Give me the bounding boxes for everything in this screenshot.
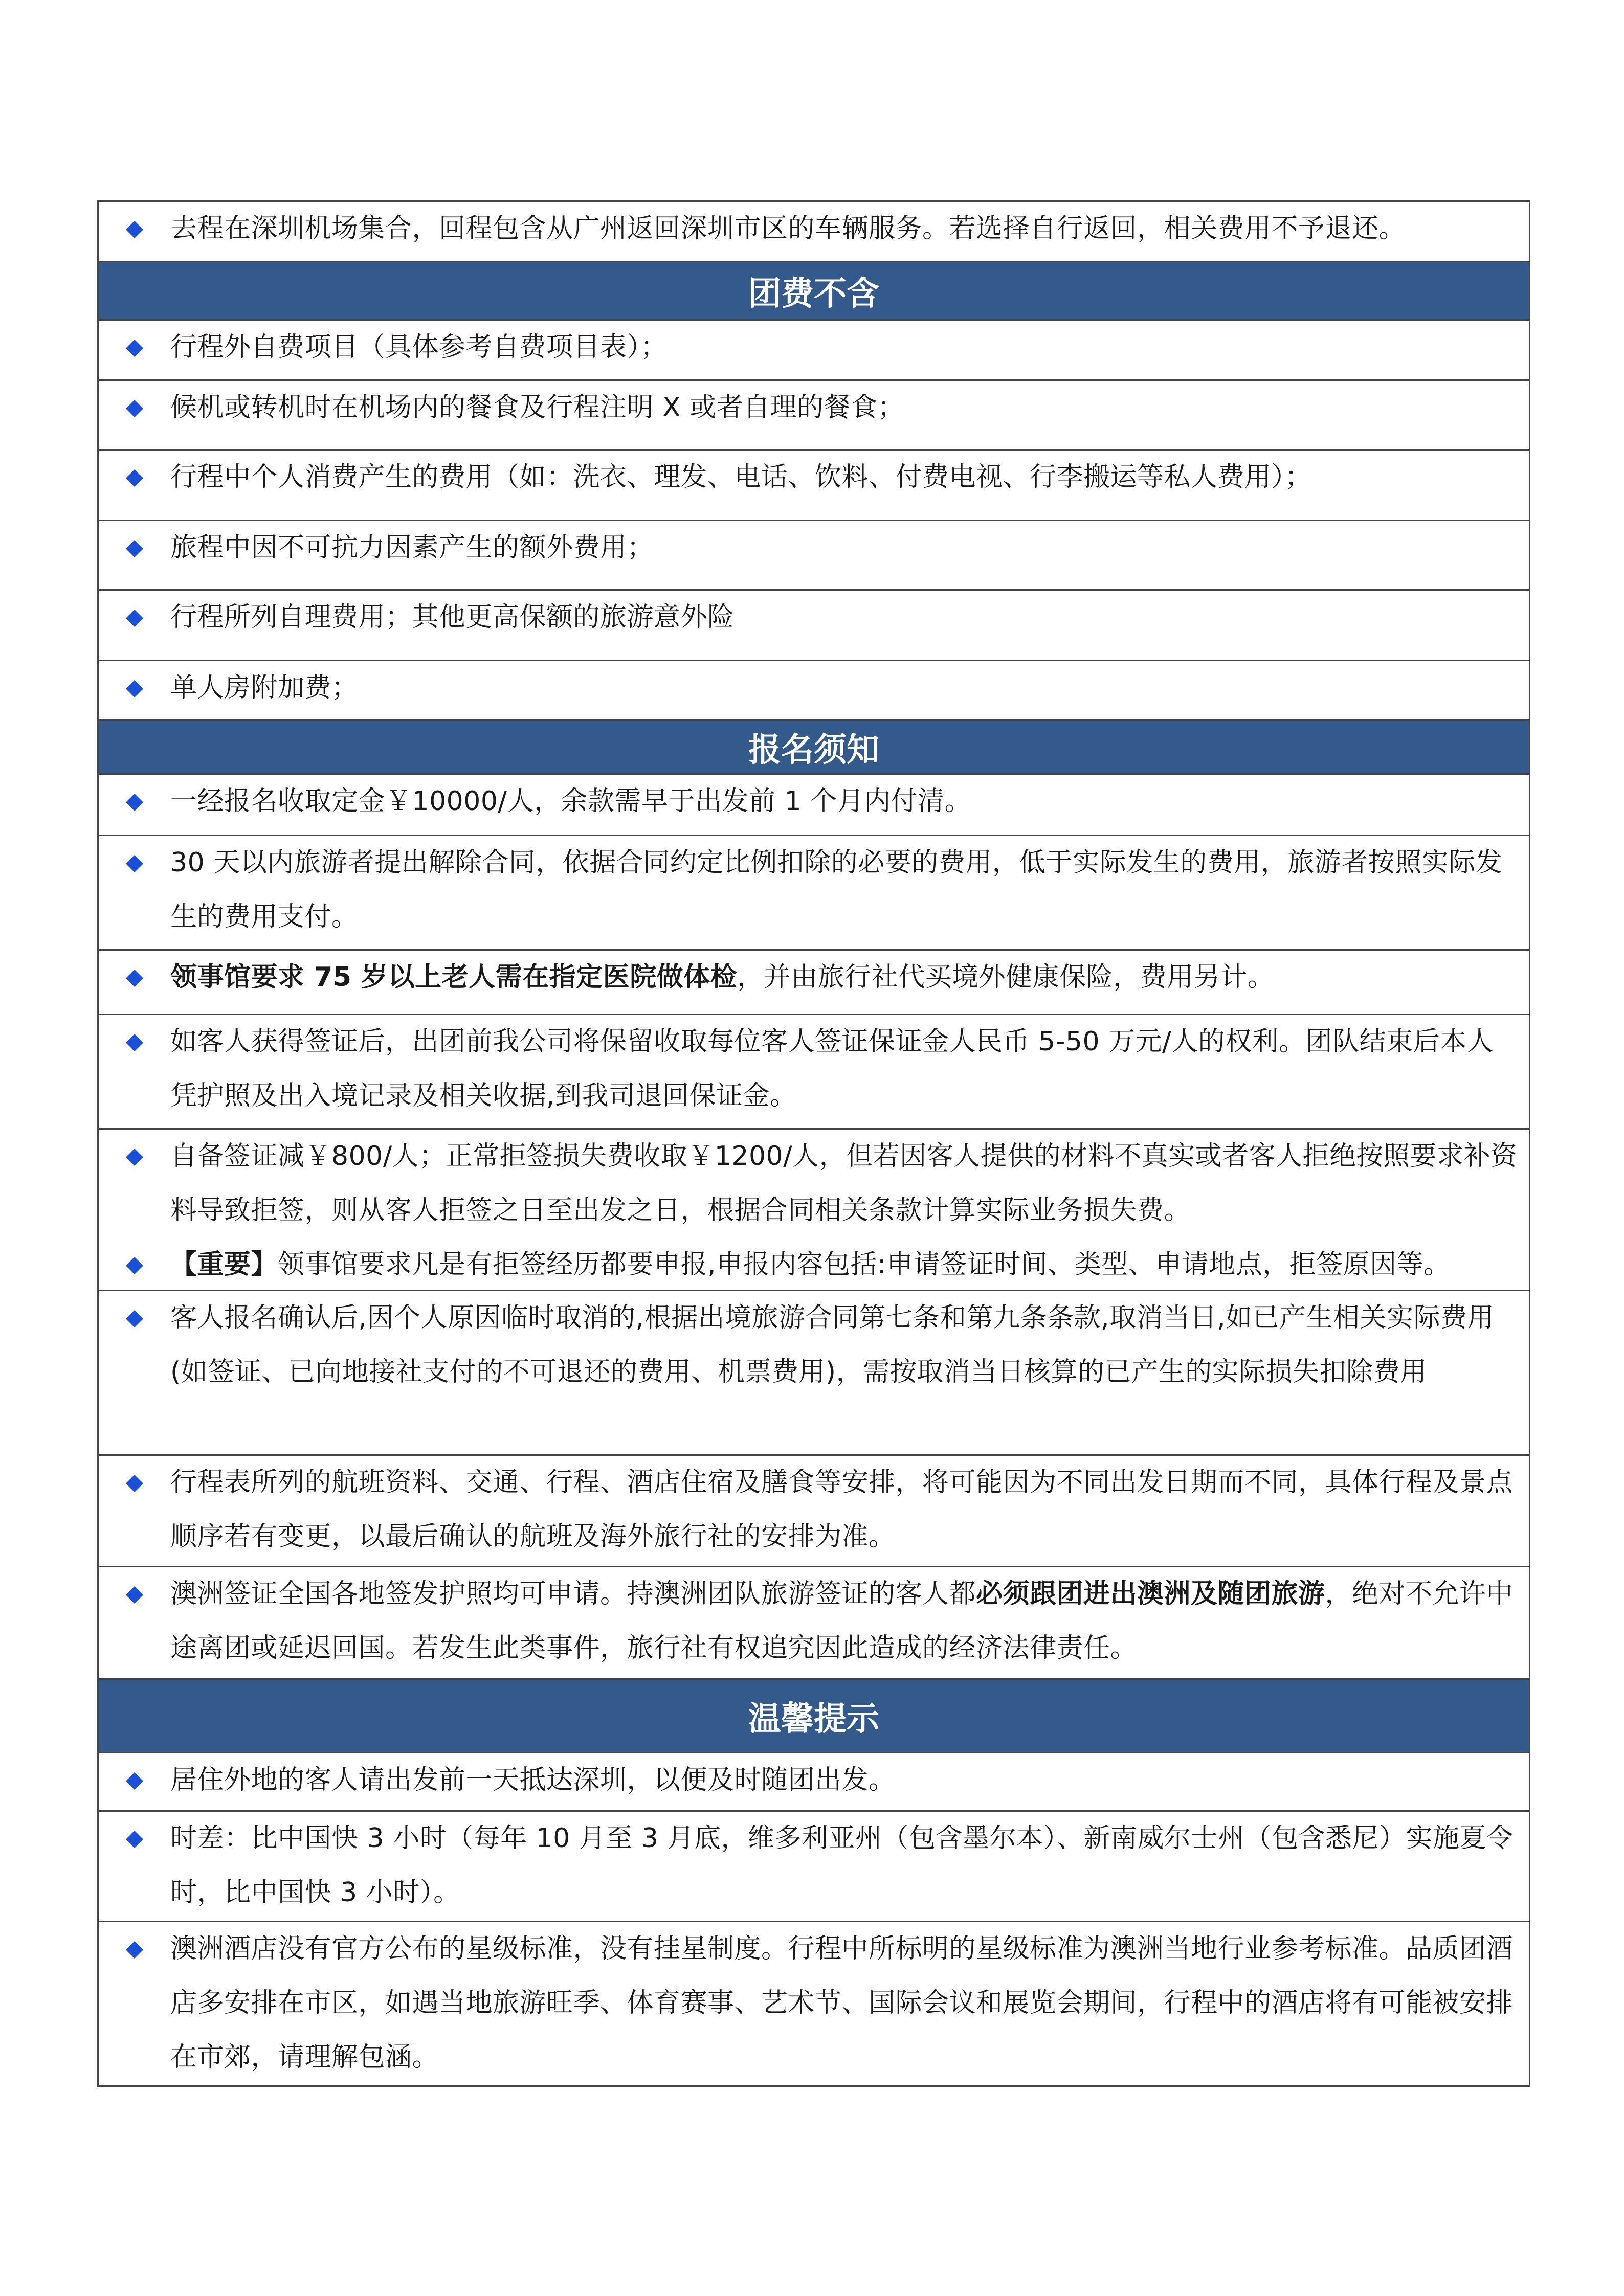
list-item-text: 居住外地的客人请出发前一天抵达深圳，以便及时随团出发。 xyxy=(170,1765,896,1795)
diamond-bullet-icon xyxy=(99,333,170,357)
list-item-text: 旅程中因不可抗力因素产生的额外费用； xyxy=(170,532,654,563)
list-item-text: 一经报名收取定金￥10000/人，余款需早于出发前 1 个月内付清。 xyxy=(170,786,972,817)
diamond-bullet-icon xyxy=(99,215,170,238)
table-row xyxy=(99,1456,1529,1567)
list-item-text: 行程所列自理费用；其他更高保额的旅游意外险 xyxy=(170,602,735,633)
table-row xyxy=(99,1812,1529,1922)
diamond-bullet-icon xyxy=(99,463,170,487)
list-item-text: 自备签证减￥800/人；正常拒签损失费收取￥1200/人，但若因客人提供的材料不真实或者客人拒绝按照要求补资料导致拒签，则从客人拒签之日至出发之日，根据合同相关条款计算实际业务损失费。 xyxy=(170,1141,1518,1226)
section-header-registration: 报名须知 xyxy=(99,721,1529,775)
section-header-fee-excludes: 团费不含 xyxy=(99,262,1529,321)
table-row xyxy=(99,1015,1529,1130)
list-item-text: 单人房附加费； xyxy=(170,672,359,703)
list-item-text xyxy=(170,1567,1519,1675)
item-text-rest: ，并由旅行社代买境外健康保险，费用另计。 xyxy=(737,962,1275,993)
list-item-text: 候机或转机时在机场内的餐食及行程注明 X 或者自理的餐食； xyxy=(170,392,905,423)
table-row xyxy=(99,1567,1529,1680)
diamond-bullet-icon xyxy=(99,1935,170,1959)
table-row xyxy=(99,1130,1529,1291)
diamond-bullet-icon xyxy=(99,1028,170,1051)
diamond-bullet-icon xyxy=(99,1825,170,1848)
table-row xyxy=(99,381,1529,451)
bold-emphasis: 【重要】 xyxy=(170,1249,278,1280)
list-item-text: 澳洲酒店没有官方公布的星级标准，没有挂星制度。行程中所标明的星级标准为澳洲当地行业参考标准。品质团酒店多安排在市区，如遇当地旅游旺季、体育赛事、艺术节、国际会议和展览会期间，行程中的酒店将有可能被安排在市郊，请理解包涵。 xyxy=(170,1933,1514,2073)
table-row xyxy=(99,836,1529,951)
list-item-text: 行程外自费项目（具体参考自费项目表）； xyxy=(170,332,668,363)
list-item-text: 行程中个人消费产生的费用（如：洗衣、理发、电话、饮料、付费电视、行李搬运等私人费用）； xyxy=(170,462,1312,492)
diamond-bullet-icon xyxy=(99,1580,170,1604)
list-item xyxy=(99,1142,1519,1237)
table-row xyxy=(99,451,1529,521)
table-row xyxy=(99,1753,1529,1812)
list-item-text: 时差：比中国快 3 小时（每年 10 月至 3 月底，维多利亚州（包含墨尔本）、新南威尔士州（包含悉尼）实施夏令时，比中国快 3 小时）。 xyxy=(170,1823,1514,1908)
diamond-bullet-icon xyxy=(99,787,170,811)
bold-emphasis: 领事馆要求 75 岁以上老人需在指定医院做体检 xyxy=(170,962,738,993)
table-row xyxy=(99,591,1529,661)
list-item-text: 如客人获得签证后，出团前我公司将保留收取每位客人签证保证金人民币 5-50 万元/人的权利。团队结束后本人凭护照及出入境记录及相关收据,到我司退回保证金。 xyxy=(170,1026,1494,1111)
diamond-bullet-icon xyxy=(99,849,170,872)
diamond-bullet-icon xyxy=(99,1251,170,1274)
diamond-bullet-icon xyxy=(99,1142,170,1166)
list-item-text: 客人报名确认后,因个人原因临时取消的,根据出境旅游合同第七条和第九条条款,取消当日,如已产生相关实际费用(如签证、已向地接社支付的不可退还的费用、机票费用)，需按取消当日核算的已产生的实际损失扣除费用 xyxy=(170,1302,1495,1387)
diamond-bullet-icon xyxy=(99,1766,170,1790)
item-text-rest: 领事馆要求凡是有拒签经历都要申报,申报内容包括:申请签证时间、类型、申请地点，拒签原因等。 xyxy=(278,1249,1451,1280)
list-item-text: 去程在深圳机场集合，回程包含从广州返回深圳市区的车辆服务。若选择自行返回，相关费用不予退还。 xyxy=(170,213,1406,244)
bold-emphasis: 必须跟团进出澳洲及随团旅游 xyxy=(976,1579,1325,1609)
table-row xyxy=(99,202,1529,262)
diamond-bullet-icon xyxy=(99,534,170,557)
table-row xyxy=(99,1291,1529,1456)
diamond-bullet-icon xyxy=(99,1304,170,1327)
diamond-bullet-icon xyxy=(99,394,170,417)
list-item-text: 30 天以内旅游者提出解除合同，依据合同约定比例扣除的必要的费用，低于实际发生的费用，旅游者按照实际发生的费用支付。 xyxy=(170,847,1503,932)
item-text-rest: ，绝对不允许中途离团或延迟回国。若发生此类事件，旅行社有权追究因此造成的经济法律责任。 xyxy=(170,1579,1514,1663)
diamond-bullet-icon xyxy=(99,1469,170,1492)
table-row xyxy=(99,521,1529,591)
list-item xyxy=(99,1251,1451,1292)
diamond-bullet-icon xyxy=(99,674,170,697)
diamond-bullet-icon xyxy=(99,963,170,987)
list-item-text xyxy=(170,1237,1451,1292)
list-item-text: 行程表所列的航班资料、交通、行程、酒店住宿及膳食等安排，将可能因为不同出发日期而不同，具体行程及景点顺序若有变更，以最后确认的航班及海外旅行社的安排为准。 xyxy=(170,1467,1514,1552)
diamond-bullet-icon xyxy=(99,603,170,627)
notice-table xyxy=(97,200,1530,2087)
list-item-text xyxy=(170,950,1519,1004)
item-text-pre: 澳洲签证全国各地签发护照均可申请。持澳洲团队旅游签证的客人都 xyxy=(170,1579,976,1609)
table-row xyxy=(99,775,1529,836)
table-row xyxy=(99,661,1529,721)
table-row xyxy=(99,321,1529,381)
section-header-tips: 温馨提示 xyxy=(99,1680,1529,1753)
table-row xyxy=(99,951,1529,1015)
table-row xyxy=(99,1922,1529,2087)
